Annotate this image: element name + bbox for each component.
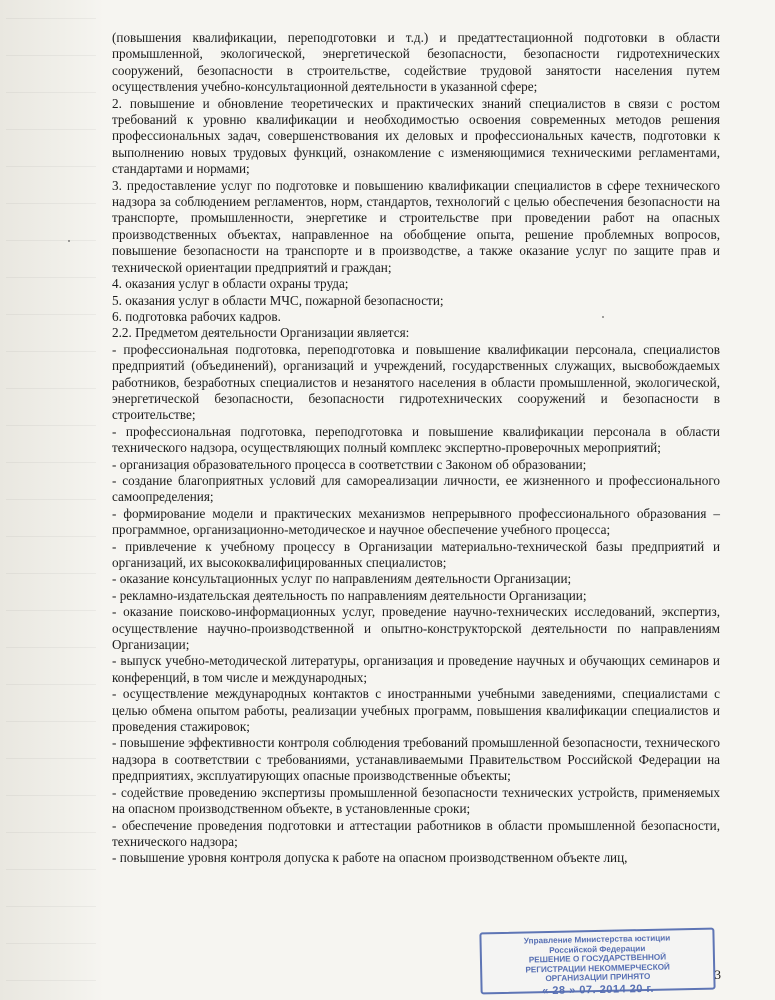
list-item: - привлечение к учебному процессу в Организации материально-технической базы предприятий и организаций, их высококвалифицированных специалистов; — [112, 538, 720, 570]
stamp-line-5: ОРГАНИЗАЦИИ ПРИНЯТО — [545, 972, 651, 984]
list-item: - содействие проведению экспертизы промышленной безопасности технических устройств, применяемых на опасном производственном объекте, в установленные сроки; — [112, 784, 720, 817]
scan-edge-marks — [6, 0, 96, 1000]
registration-stamp — [479, 928, 715, 998]
list-item: - формирование модели и практических механизмов непрерывного профессионального образования – программное, организационно-методическое и научное обеспечение учебного процесса; — [112, 505, 720, 538]
paragraph-goal-4: 4. оказания услуг в области охраны труда; — [112, 276, 349, 292]
stamp-line-1: Управление Министерства юстиции — [523, 933, 671, 946]
list-item: - профессиональная подготовка, переподготовка и повышение квалификации персонала, специалистов предприятий (объединений), организаций и учреждений, государственных служащих, высвобождаемых работников, безработных специалистов и незанятого населения в области промышленной, экологической, энергетической безопасности, безопасности гидротехнических сооружений и безопасности в строительстве; — [112, 341, 720, 423]
page-number: 3 — [714, 967, 721, 982]
list-item: - оказание консультационных услуг по направлениям деятельности Организации; — [112, 571, 572, 587]
stamp-line-4: РЕГИСТРАЦИИ НЕКОММЕРЧЕСКОЙ — [525, 962, 670, 975]
list-item: - повышение уровня контроля допуска к работе на опасном производственном объекте лиц, — [112, 850, 628, 866]
paragraph-intro-continuation: (повышения квалификации, переподготовки и т.д.) и предаттестационной подготовки в области промышленной, экологической, энергетической безопасности, безопасности гидротехнических сооружений, безопасности в строительстве, содействие трудовой занятости населения путем осуществления учебно-консультационной деятельности в указанной сфере; — [112, 30, 720, 95]
list-item: - осуществление международных контактов с иностранными учебными заведениями, специалистами с целью обмена опытом работы, реализации учебных программ, повышения квалификации специалистов и проведения стажировок; — [112, 686, 720, 735]
paragraph-goal-3: 3. предоставление услуг по подготовке и повышению квалификации специалистов в сфере технического надзора за соблюдением регламентов, норм, стандартов, технологий с целью обеспечения безопасности на транспорте, промышленности, энергетике и строительстве при проведении работ на опасных производственных объектах, направленное на обобщение опыта, решение проблемных вопросов, повышение безопасности на транспорте и в производстве, а также оказание услуг по защите прав и технической ориентации предприятий и граждан; — [112, 177, 720, 275]
list-item: - оказание поисково-информационных услуг, проведение научно-технических исследований, экспертиз, осуществление научно-производственной и опытно-конструкторской деятельности по направлениям Организации; — [112, 604, 720, 653]
paragraph-goal-2: 2. повышение и обновление теоретических и практических знаний специалистов в связи с ростом требований к уровню квалификации и необходимостью освоения современных методов решения профессиональных задач, совершенствования их деловых и профессиональных качеств, подготовки к выполнению новых трудовых функций, ознакомление с изменяющимися техническими регламентами, стандартами и нормами; — [112, 95, 720, 177]
section-heading-2-2: 2.2. Предметом деятельности Организации является: — [112, 325, 410, 341]
list-item: - создание благоприятных условий для самореализации личности, ее жизненного и профессионального самоопределения; — [112, 472, 720, 505]
document-body — [112, 30, 720, 867]
list-item: - выпуск учебно-методической литературы, организация и проведение научных и обучающих семинаров и конференций, в том числе и международных; — [112, 653, 720, 685]
list-item: - рекламно-издательская деятельность по направлениям деятельности Организации; — [112, 587, 587, 603]
list-item: - организация образовательного процесса в соответствии с Законом об образовании; — [112, 456, 587, 472]
stamp-line-2: Российской Федерации — [549, 943, 646, 955]
paragraph-goal-5: 5. оказания услуг в области МЧС, пожарной безопасности; — [112, 292, 444, 308]
scan-speck — [68, 240, 70, 242]
list-item: - профессиональная подготовка, переподготовка и повышение квалификации персонала в области технического надзора, осуществляющих полный комплекс экспертно-проверочных мероприятий; — [112, 423, 720, 456]
list-item: - повышение эффективности контроля соблюдения требований промышленной безопасности, технического надзора в соответствии с требованиями, устанавливаемыми Правительством Российской Федерации на предприятиях, эксплуатирующих опасные производственные объекты; — [112, 735, 720, 784]
scan-speck — [602, 316, 604, 318]
stamp-line-3: РЕШЕНИЕ О ГОСУДАРСТВЕННОЙ — [528, 952, 667, 965]
paragraph-goal-6: 6. подготовка рабочих кадров. — [112, 308, 281, 324]
list-item: - обеспечение проведения подготовки и аттестации работников в области промышленной безопасности, технического надзора; — [112, 817, 720, 849]
stamp-date: « 28 » 07. 2014 20 г. — [542, 982, 655, 998]
